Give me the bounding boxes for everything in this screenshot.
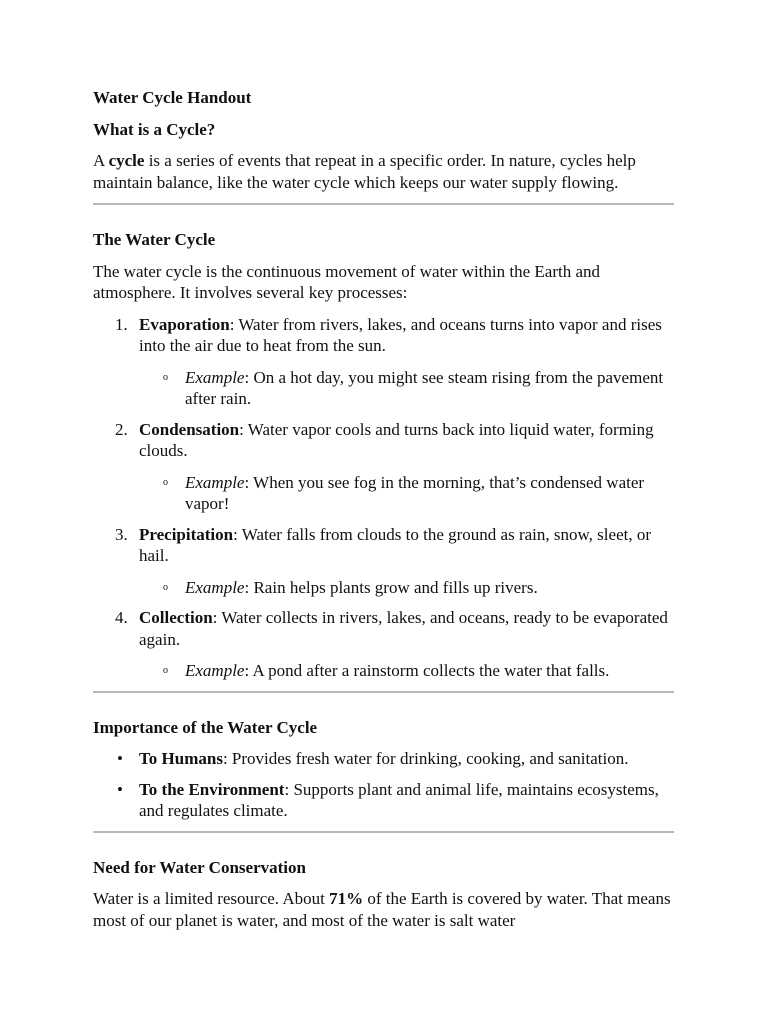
- section-divider: [93, 831, 674, 833]
- example-label: Example: [185, 367, 245, 387]
- example-item: [139, 660, 674, 682]
- process-item-precipitation: [93, 524, 674, 599]
- process-term: Condensation: [139, 419, 240, 439]
- list-number: 3.: [115, 524, 128, 544]
- process-description: : Water vapor cools and turns back into liquid water, forming clouds.: [139, 419, 654, 460]
- process-description: : Water from rivers, lakes, and oceans turns into vapor and rises into the air due to heat from the sun.: [139, 314, 662, 355]
- process-term: Precipitation: [139, 524, 234, 544]
- list-number: 2.: [115, 419, 128, 439]
- example-list: [139, 472, 674, 515]
- example-text: : When you see fog in the morning, that’s condensed water vapor!: [185, 472, 645, 513]
- example-label: Example: [185, 577, 245, 597]
- text-run: of the Earth is covered by water. That means most of our planet is water, and most of the water is salt water: [93, 889, 671, 930]
- list-item: [93, 748, 674, 770]
- list-number: 4.: [115, 608, 128, 627]
- importance-term: To Humans: [139, 749, 223, 768]
- text-run: is a series of events that repeat in a specific order. In nature, cycles help maintain balance, like the water cycle which keeps our water supply flowing.: [93, 151, 636, 192]
- bullet-icon: •: [117, 779, 123, 799]
- text-run: Water is a limited resource. About: [93, 889, 330, 908]
- circle-bullet-icon: o: [163, 581, 168, 593]
- example-text: : On a hot day, you might see steam rising from the pavement after rain.: [185, 367, 664, 408]
- section-heading-importance: Importance of the Water Cycle: [93, 717, 318, 737]
- circle-bullet-icon: o: [163, 476, 168, 488]
- example-label: Example: [185, 661, 245, 680]
- process-description: : Water collects in rivers, lakes, and oceans, ready to be evaporated again.: [139, 608, 668, 649]
- example-item: [139, 472, 674, 515]
- process-item-condensation: [93, 419, 674, 515]
- importance-list: [93, 748, 674, 822]
- example-list: [139, 660, 674, 682]
- process-term: Evaporation: [139, 314, 230, 334]
- list-number: 1.: [115, 314, 128, 334]
- example-list: [139, 367, 674, 410]
- list-item: [93, 779, 674, 822]
- percentage-value: 71%: [329, 889, 364, 908]
- process-term: Collection: [139, 608, 213, 627]
- circle-bullet-icon: o: [163, 665, 168, 676]
- section-heading-water-cycle: The Water Cycle: [93, 230, 216, 249]
- section-divider: [93, 691, 674, 693]
- text-run: A: [93, 151, 109, 170]
- process-item-evaporation: [93, 314, 674, 410]
- cycle-definition-paragraph: [93, 150, 674, 193]
- conservation-paragraph: [93, 888, 674, 931]
- water-cycle-intro: The water cycle is the continuous movement of water within the Earth and atmosphere. It involves several key processes:: [93, 261, 601, 302]
- process-item-collection: [93, 607, 674, 682]
- section-heading-conservation: Need for Water Conservation: [93, 857, 306, 877]
- example-text: : A pond after a rainstorm collects the water that falls.: [244, 661, 610, 680]
- importance-term: To the Environment: [139, 779, 285, 799]
- example-text: : Rain helps plants grow and fills up rivers.: [244, 577, 538, 597]
- example-item: [139, 577, 674, 599]
- term-cycle: cycle: [108, 151, 145, 170]
- process-list: [93, 314, 674, 682]
- example-item: [139, 367, 674, 410]
- bullet-icon: •: [117, 749, 123, 768]
- section-divider: [93, 203, 674, 205]
- example-list: [139, 577, 674, 599]
- document-title: Water Cycle Handout: [93, 88, 252, 107]
- section-heading-cycle: What is a Cycle?: [93, 119, 216, 139]
- importance-description: : Provides fresh water for drinking, cooking, and sanitation.: [222, 749, 629, 768]
- importance-description: : Supports plant and animal life, maintains ecosystems, and regulates climate.: [139, 779, 659, 820]
- process-description: : Water falls from clouds to the ground as rain, snow, sleet, or hail.: [139, 524, 651, 565]
- circle-bullet-icon: o: [163, 371, 168, 383]
- example-label: Example: [185, 472, 245, 492]
